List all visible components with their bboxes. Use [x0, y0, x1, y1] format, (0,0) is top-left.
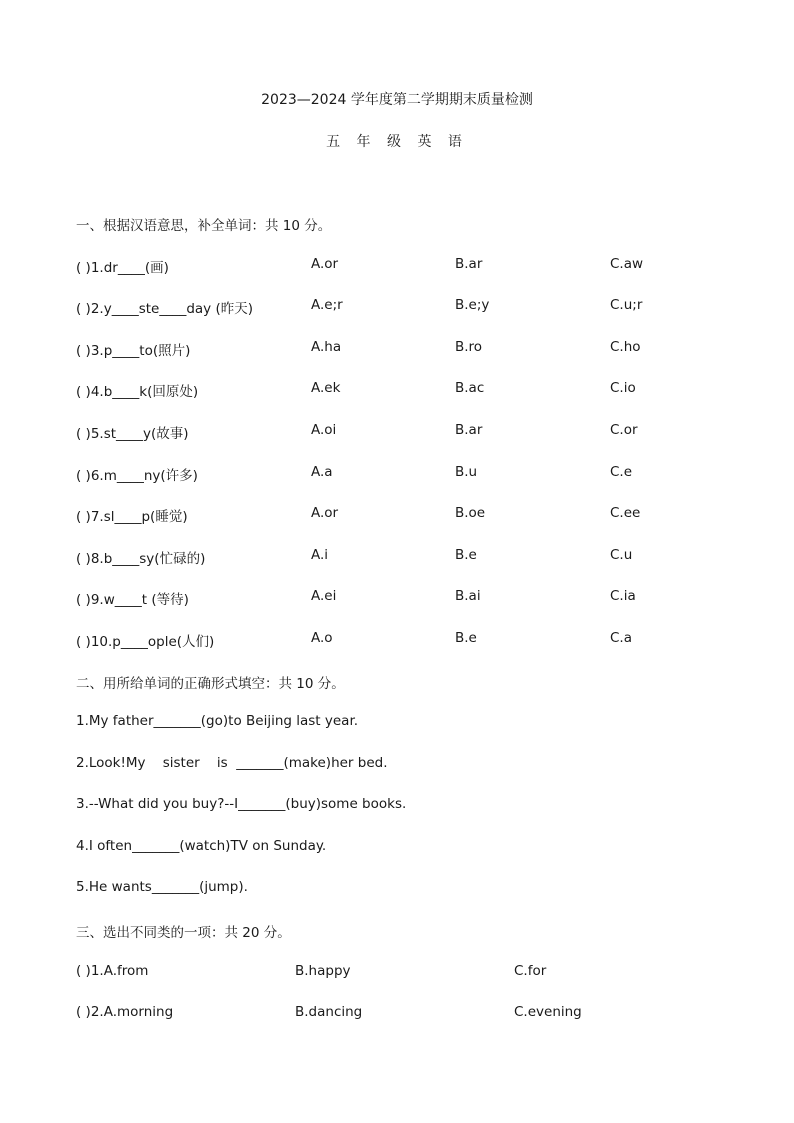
option-b: B.happy [295, 963, 351, 979]
option-c: C.e [610, 464, 633, 480]
option-c: C.io [610, 380, 636, 396]
fill-blank-item: 5.He wants_______(jump). [76, 879, 248, 895]
question-text: ( )9.w____t (等待) [76, 592, 189, 608]
option-c: C.u;r [610, 297, 643, 313]
question-text: ( )6.m____ny(许多) [76, 468, 198, 484]
fill-blank-item: 2.Look!My sister is _______(make)her bed. [76, 755, 388, 771]
option-c: C.evening [514, 1004, 582, 1020]
question-text: ( )2.y____ste____day (昨天) [76, 301, 253, 317]
option-b: B.ro [455, 339, 483, 355]
option-a: A.or [311, 256, 339, 272]
option-c: C.or [610, 422, 638, 438]
option-b: B.ac [455, 380, 485, 396]
option-a: A.ha [311, 339, 342, 355]
option-b: B.e;y [455, 297, 490, 313]
option-c: C.ho [610, 339, 641, 355]
option-c: C.a [610, 630, 632, 646]
question-text: ( )10.p____ople(人们) [76, 634, 215, 650]
question-text: ( )5.st____y(故事) [76, 426, 189, 442]
option-c: C.ee [610, 505, 641, 521]
option-c: C.ia [610, 588, 636, 604]
option-b: B.e [455, 547, 477, 563]
option-a: A.e;r [311, 297, 343, 313]
question-text: ( )7.sl____p(睡觉) [76, 509, 188, 525]
option-b: B.dancing [295, 1004, 363, 1020]
option-a: A.ei [311, 588, 337, 604]
fill-blank-item: 4.I often_______(watch)TV on Sunday. [76, 838, 327, 854]
option-b: B.ai [455, 588, 481, 604]
option-b: B.oe [455, 505, 486, 521]
option-b: B.ar [455, 256, 483, 272]
option-b: B.e [455, 630, 477, 646]
option-a: A.ek [311, 380, 341, 396]
page-subtitle: 五 年 级 英 语 [326, 134, 468, 150]
option-a: ( )1.A.from [76, 963, 149, 979]
fill-blank-item: 3.--What did you buy?--I_______(buy)some books. [76, 796, 407, 812]
option-a: A.oi [311, 422, 337, 438]
option-c: C.u [610, 547, 633, 563]
option-a: A.or [311, 505, 339, 521]
question-text: ( )3.p____to(照片) [76, 343, 191, 359]
section-2-heading: 二、用所给单词的正确形式填空：共 10 分。 [76, 676, 345, 692]
question-text: ( )4.b____k(回原处) [76, 384, 199, 400]
option-a: A.o [311, 630, 333, 646]
option-b: B.ar [455, 422, 483, 438]
option-c: C.for [514, 963, 547, 979]
fill-blank-item: 1.My father_______(go)to Beijing last year. [76, 713, 359, 729]
section-1-heading: 一、根据汉语意思，补全单词：共 10 分。 [76, 218, 332, 234]
section-3-heading: 三、选出不同类的一项：共 20 分。 [76, 925, 291, 941]
question-text: ( )1.dr____(画) [76, 260, 169, 276]
option-a: A.a [311, 464, 333, 480]
question-text: ( )8.b____sy(忙碌的) [76, 551, 206, 567]
option-a: A.i [311, 547, 329, 563]
option-c: C.aw [610, 256, 644, 272]
option-a: ( )2.A.morning [76, 1004, 174, 1020]
option-b: B.u [455, 464, 478, 480]
page-title: 2023—2024 学年度第二学期期末质量检测 [261, 92, 533, 108]
